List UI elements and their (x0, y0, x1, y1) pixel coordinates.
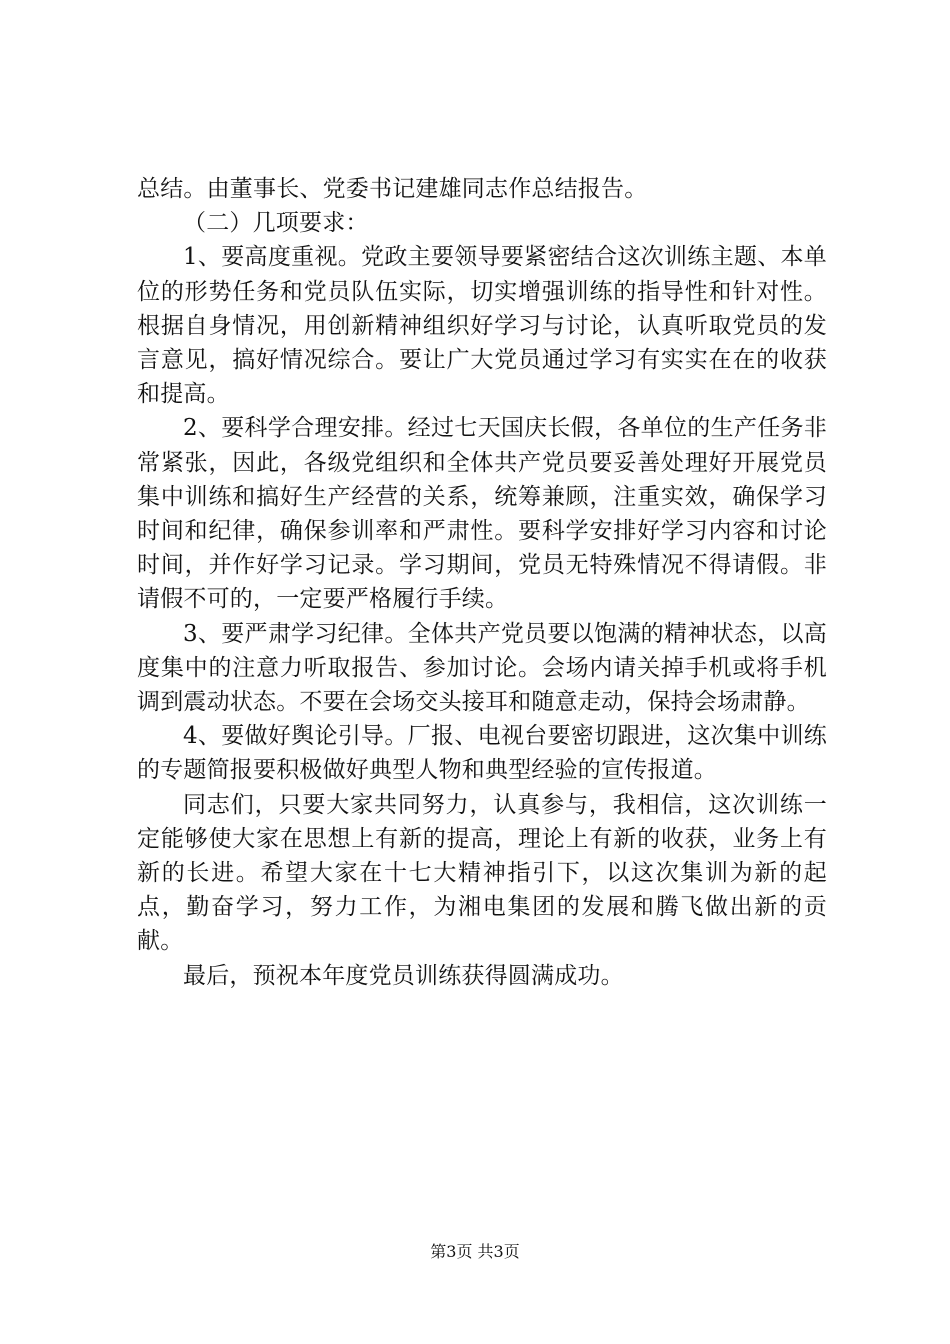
paragraph-closing-remarks: 同志们，只要大家共同努力，认真参与，我相信，这次训练一定能够使大家在思想上有新的提高，理论上有新的收获，业务上有新的长进。希望大家在十七大精神指引下，以这次集训为新的起点，勤奋学习，努力工作，为湘电集团的发展和腾飞做出新的贡献。 (137, 791, 827, 955)
page-number-label: 第3页 共3页 (430, 1242, 520, 1261)
paragraph-final-wish: 最后，预祝本年度党员训练获得圆满成功。 (183, 962, 624, 989)
page-footer (0, 1242, 950, 1262)
document-body (137, 172, 827, 993)
paragraph-summary-continuation: 总结。由董事长、党委书记建雄同志作总结报告。 (137, 176, 648, 202)
paragraph-requirement-4: 4、要做好舆论引导。厂报、电视台要密切跟进，这次集中训练的专题简报要积极做好典型人物和典型经验的宣传报道。 (137, 723, 827, 784)
paragraph-requirement-3: 3、要严肃学习纪律。全体共产党员要以饱满的精神状态，以高度集中的注意力听取报告、参加讨论。会场内请关掉手机或将手机调到震动状态。不要在会场交头接耳和随意走动，保持会场肃静。 (137, 620, 827, 716)
paragraph-requirement-2: 2、要科学合理安排。经过七天国庆长假，各单位的生产任务非常紧张，因此，各级党组织和全体共产党员要妥善处理好开展党员集中训练和搞好生产经营的关系，统筹兼顾，注重实效，确保学习时间和纪律，确保参训率和严肃性。要科学安排好学习内容和讨论时间，并作好学习记录。学习期间，党员无特殊情况不得请假。非请假不可的，一定要严格履行手续。 (137, 415, 827, 613)
section-heading-requirements: （二）几项要求： (183, 210, 369, 237)
paragraph-requirement-1: 1、要高度重视。党政主要领导要紧密结合这次训练主题、本单位的形势任务和党员队伍实际，切实增强训练的指导性和针对性。根据自身情况，用创新精神组织好学习与讨论，认真听取党员的发言意见，搞好情况综合。要让广大党员通过学习有实实在在的收获和提高。 (137, 244, 827, 408)
